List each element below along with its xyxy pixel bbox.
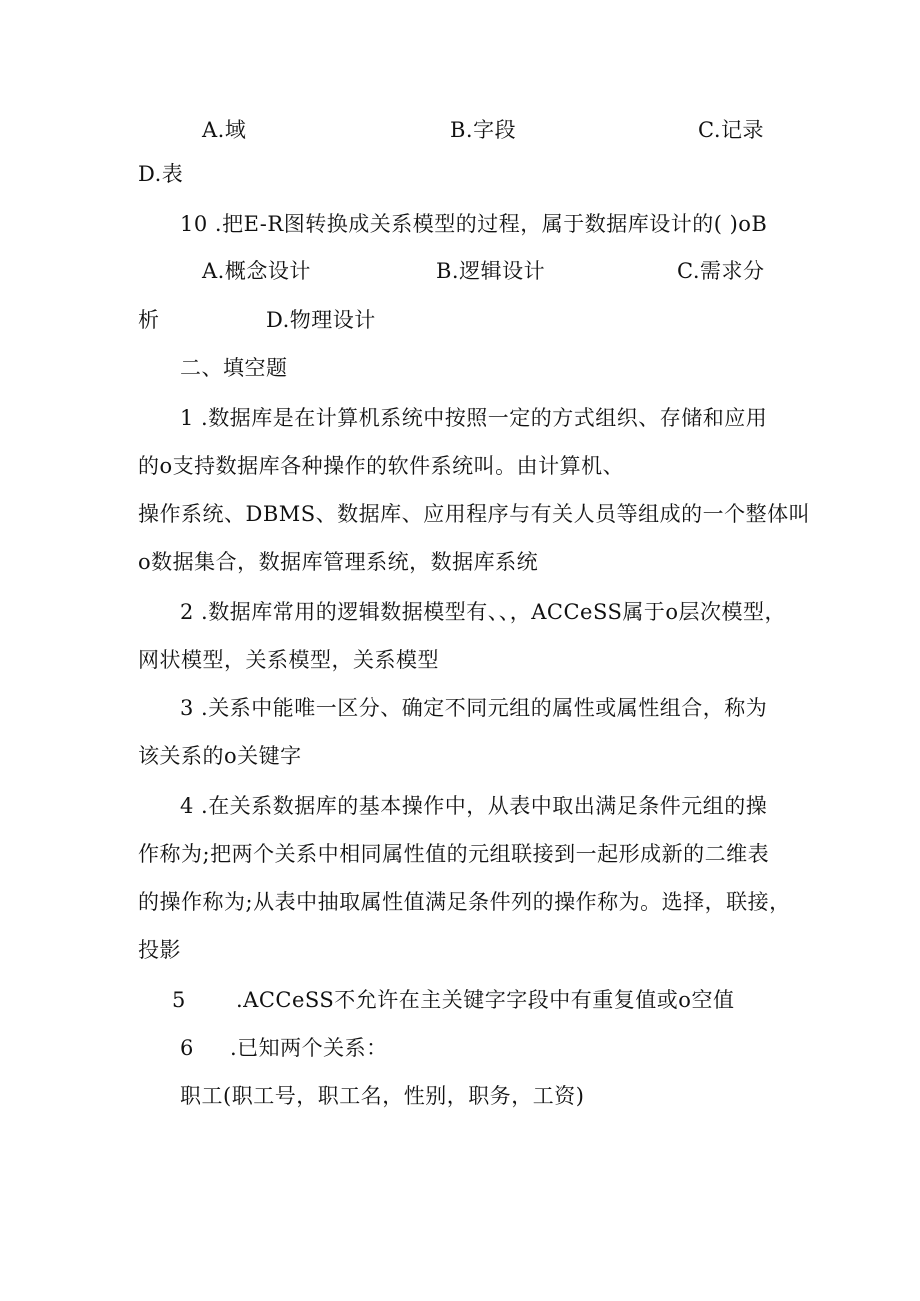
q9-option-b: B.字段 — [450, 118, 517, 142]
q10-option-c-continued: 析 — [138, 308, 160, 332]
q10-option-d: D.物理设计 — [266, 308, 376, 332]
fill-q4-line-3: 的操作称为;从表中抽取属性值满足条件列的操作称为。选择，联接， — [138, 890, 791, 914]
fill-q2-line-2: 网状模型，关系模型，关系模型 — [138, 648, 439, 672]
q9-option-d: D.表 — [138, 162, 184, 186]
fill-q3-line-2: 该关系的o关键字 — [138, 744, 302, 768]
q9-option-a: A.域 — [202, 118, 247, 142]
fill-q3-line-1: 3 .关系中能唯一区分、确定不同元组的属性或属性组合，称为 — [180, 696, 768, 720]
fill-q1-line-2: 的o支持数据库各种操作的软件系统叫。由计算机、 — [138, 454, 625, 478]
fill-q1-line-3: 操作系统、DBMS、数据库、应用程序与有关人员等组成的一个整体叫 — [138, 502, 811, 526]
q10-option-a: A.概念设计 — [202, 259, 311, 283]
fill-q1-line-4: o数据集合，数据库管理系统，数据库系统 — [138, 550, 539, 574]
q9-option-c: C.记录 — [698, 118, 764, 142]
fill-q4-line-1: 4 .在关系数据库的基本操作中，从表中取出满足条件元组的操 — [180, 794, 768, 818]
q10-stem: 10 .把E-R图转换成关系模型的过程，属于数据库设计的( )oB — [180, 212, 768, 236]
fill-q5-text: .ACCeSS不允许在主关键字字段中有重复值或o空值 — [236, 988, 735, 1012]
q10-option-b: B.逻辑设计 — [436, 259, 546, 283]
fill-q4-line-2: 作称为;把两个关系中相同属性值的元组联接到一起形成新的二维表 — [138, 842, 770, 866]
fill-q6-text: .已知两个关系： — [230, 1036, 388, 1060]
fill-q4-line-4: 投影 — [138, 938, 181, 962]
fill-q6-number: 6 — [180, 1036, 194, 1060]
fill-q5-number: 5 — [172, 988, 186, 1012]
fill-q2-line-1: 2 .数据库常用的逻辑数据模型有、、，ACCeSS属于o层次模型， — [180, 600, 786, 624]
q10-option-c: C.需求分 — [677, 259, 765, 283]
fill-q6-relation: 职工(职工号，职工名，性别，职务，工资) — [180, 1084, 585, 1108]
section-title: 二、填空题 — [180, 356, 288, 380]
fill-q1-line-1: 1 .数据库是在计算机系统中按照一定的方式组织、存储和应用 — [180, 406, 768, 430]
